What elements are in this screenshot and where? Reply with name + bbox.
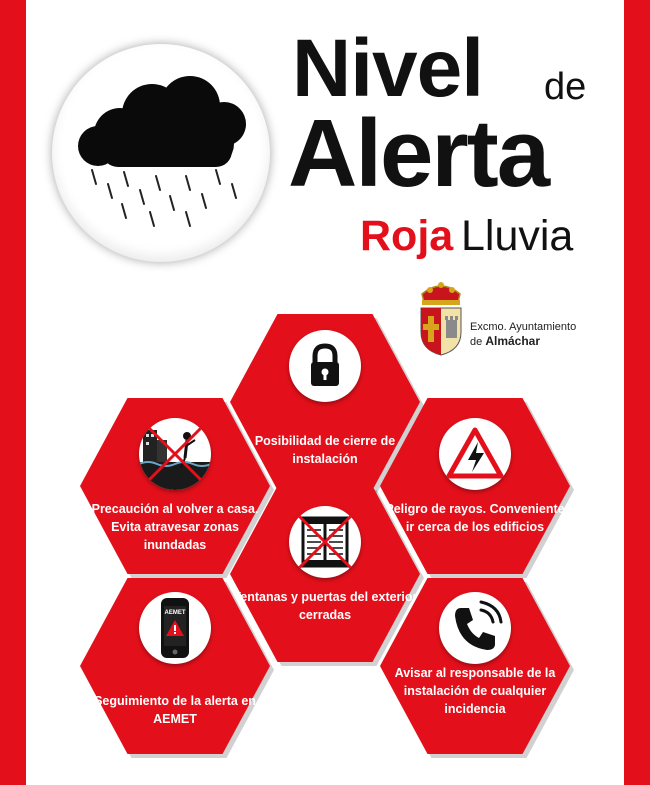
phone-badge xyxy=(439,592,511,664)
flood-badge xyxy=(139,418,211,490)
advisory-label-closure: Posibilidad de cierre de instalación xyxy=(254,434,396,466)
lightning-badge xyxy=(439,418,511,490)
lightning-warning-icon xyxy=(439,418,511,490)
aemet-badge xyxy=(139,592,211,664)
title-de: de xyxy=(544,66,587,108)
aemet-phone-icon xyxy=(139,592,211,664)
advisory-label-windows: Ventanas y puertas del exterior cerradas xyxy=(232,590,418,622)
advisory-label-lightning: Peligro de rayos. Conveniente ir cerca de los edificios xyxy=(385,502,565,534)
organization-line2-prefix: de xyxy=(470,336,483,348)
advisory-label-aemet: Seguimiento de la alerta en AEMET xyxy=(94,694,256,726)
alert-hazard-word: Lluvia xyxy=(461,212,574,260)
padlock-icon xyxy=(289,330,361,402)
advisory-label-flood: Precaución al volver a casa. Evita atravesar zonas inundadas xyxy=(91,502,259,552)
title-alerta: Alerta xyxy=(288,100,549,207)
rain-cloud-icon xyxy=(52,44,270,262)
windows-badge xyxy=(289,506,361,578)
alert-level-word: Roja xyxy=(360,212,454,260)
phone-call-icon xyxy=(439,592,511,664)
closed-windows-icon xyxy=(289,506,361,578)
organization-name xyxy=(470,320,576,349)
organization-line1: Excmo. Ayuntamiento xyxy=(470,321,577,333)
left-red-border xyxy=(0,0,26,785)
svg-text:AEMET: AEMET xyxy=(164,610,186,616)
rain-cloud-badge xyxy=(52,44,270,262)
padlock-badge xyxy=(289,330,361,402)
title-nivel: Nivel xyxy=(292,23,483,114)
municipal-crest-icon xyxy=(416,280,466,356)
right-red-border xyxy=(624,0,650,785)
flooded-zone-icon xyxy=(139,418,211,490)
advisory-label-notify: Avisar al responsable de la instalación de cualquier incidencia xyxy=(394,666,556,716)
organization-town: Almáchar xyxy=(485,334,541,348)
